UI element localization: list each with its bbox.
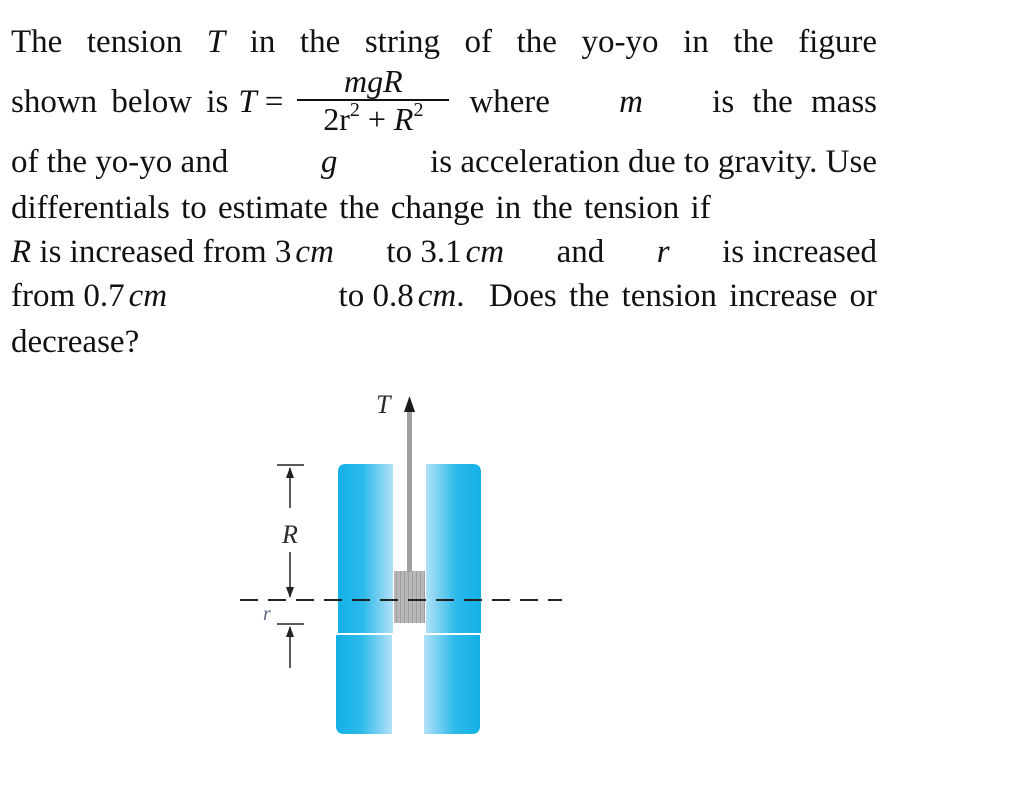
label-r: r bbox=[263, 603, 271, 625]
unit-cm: cm bbox=[295, 234, 334, 270]
problem-line-4: differentials to estimate the change in the tension if bbox=[11, 190, 711, 226]
text: is acceleration due to gravity. Use bbox=[430, 144, 877, 180]
text: is increased bbox=[722, 234, 877, 270]
label-R: R bbox=[282, 520, 298, 549]
variable-T: T bbox=[206, 24, 226, 60]
unit-cm: cm bbox=[128, 278, 168, 314]
string bbox=[407, 410, 412, 572]
word: in bbox=[683, 24, 709, 60]
text: where bbox=[469, 84, 550, 120]
r-dimension bbox=[277, 624, 304, 668]
equals-sign: = bbox=[264, 84, 284, 120]
text: of the yo-yo and bbox=[11, 144, 229, 180]
text: from 0.7 bbox=[11, 278, 125, 314]
word: in bbox=[249, 24, 276, 60]
variable-T: T bbox=[238, 84, 257, 120]
text: is the mass bbox=[712, 84, 877, 120]
label-T: T bbox=[376, 390, 391, 419]
variable-g: g bbox=[320, 144, 338, 180]
variable-R: R bbox=[11, 234, 32, 270]
variable-m: m bbox=[619, 84, 643, 120]
text: . Does the tension increase or bbox=[456, 278, 877, 314]
word: tension bbox=[86, 24, 183, 60]
text: is increased from 3 bbox=[39, 234, 292, 270]
unit-cm: cm bbox=[465, 234, 505, 270]
word: yo-yo bbox=[581, 24, 659, 60]
plus-sign: + bbox=[367, 101, 386, 137]
den-R: R bbox=[393, 101, 414, 137]
word: the bbox=[733, 24, 774, 60]
den-2r: 2r bbox=[323, 101, 350, 137]
word: string bbox=[364, 24, 440, 60]
exponent: 2 bbox=[349, 99, 360, 121]
text: shown below is bbox=[11, 84, 229, 120]
tension-arrow-icon bbox=[404, 396, 415, 412]
text: and bbox=[556, 234, 605, 270]
formula-numerator: mgR bbox=[344, 63, 403, 99]
word: the bbox=[299, 24, 341, 60]
word: figure bbox=[798, 24, 877, 60]
yoyo-axle bbox=[394, 571, 425, 623]
word: of bbox=[464, 24, 493, 60]
unit-cm: cm bbox=[417, 278, 457, 314]
exponent: 2 bbox=[413, 99, 424, 121]
problem-line-7: decrease? bbox=[11, 324, 140, 360]
word: the bbox=[516, 24, 557, 60]
word: The bbox=[11, 24, 63, 60]
text: to 0.8 bbox=[338, 278, 414, 314]
variable-r: r bbox=[656, 234, 670, 270]
text: to 3.1 bbox=[386, 234, 462, 270]
